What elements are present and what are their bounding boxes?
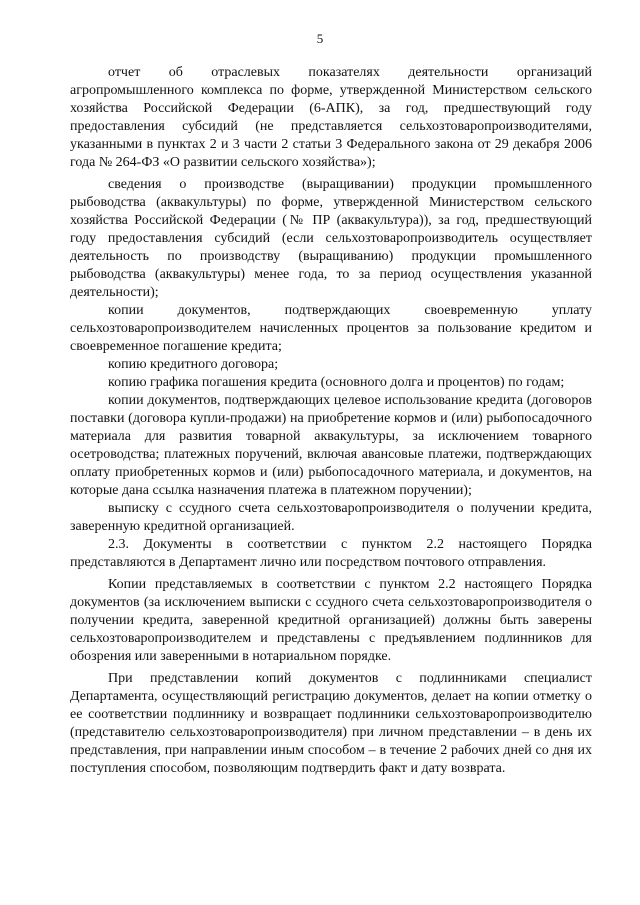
paragraph-copies-certification: Копии представляемых в соответствии с пунктом 2.2 настоящего Порядка документов (за исключением выписки с ссудного счета сельхозтоваропроизводителя о получении кредита, заверенной кредитной организацией) должны быть заверены сельхозтоваропроизводителем и представлены с предъявлением подлинников для обозрения или заверенными в нотариальном порядке.	[70, 577, 592, 664]
paragraph-loan-account-statement: выписку с ссудного счета сельхозтоваропроизводителя о получении кредита, заверенную кредитной организацией.	[70, 501, 592, 534]
paragraph-originals-return: При представлении копий документов с подлинниками специалист Департамента, осуществляющий регистрацию документов, делает на копии отметку о ее соответствии подлиннику и возвращает подлинники сельхозтоваропроизводителю (представителю сельхозтоваропроизводителя) при личном представлении – в день их представления, при направлении иным способом – в течение 2 рабочих дней со дня их поступления способом, позволяющим подтвердить факт и дату возврата.	[70, 671, 592, 776]
paragraph-target-use-docs: копии документов, подтверждающих целевое использование кредита (договоров поставки (договора купли-продажи) на приобретение кормов и (или) рыбопосадочного материала для развития товарной аквакультуры, за исключением товарного осетроводства; платежных поручений, включая авансовые платежи, подтверждающих оплату приобретенных кормов и (или) рыбопосадочного материала, и документов, на которые дана ссылка назначения платежа в платежном поручении);	[70, 393, 592, 498]
document-body	[70, 64, 592, 778]
paragraph-credit-agreement: копию кредитного договора;	[108, 357, 279, 372]
page-number: 5	[316, 31, 324, 46]
paragraph-payment-docs: копии документов, подтверждающих своевременную уплату сельхозтоваропроизводителем начисленных процентов за пользование кредитом и своевременное погашение кредита;	[70, 303, 592, 354]
paragraph-section-2-3: 2.3. Документы в соответствии с пунктом 2.2 настоящего Порядка представляются в Департамент лично или посредством почтового отправления.	[70, 537, 592, 570]
paragraph-repayment-schedule: копию графика погашения кредита (основного долга и процентов) по годам;	[108, 375, 565, 390]
paragraph-report-6apk: отчет об отраслевых показателях деятельности организаций агропромышленного комплекса по форме, утвержденной Министерством сельского хозяйства Российской Федерации (6-АПК), за год, предшествующий году предоставления субсидий (не представляется сельхозтоваропроизводителями, указанными в пунктах 2 и 3 части 2 статьи 3 Федерального закона от 29 декабря 2006 года № 264-ФЗ «О развитии сельского хозяйства»);	[70, 65, 592, 170]
paragraph-aquaculture-info: сведения о производстве (выращивании) продукции промышленного рыбоводства (аквакультуры) по форме, утвержденной Министерством сельского хозяйства Российской Федерации (№ ПР (аквакультура)), за год, предшествующий году предоставления субсидий (если сельхозтоваропроизводитель осуществляет деятельность по производству (выращиванию) продукции промышленного рыбоводства (аквакультуры) менее года, то за период осуществления указанной деятельности);	[70, 177, 592, 300]
